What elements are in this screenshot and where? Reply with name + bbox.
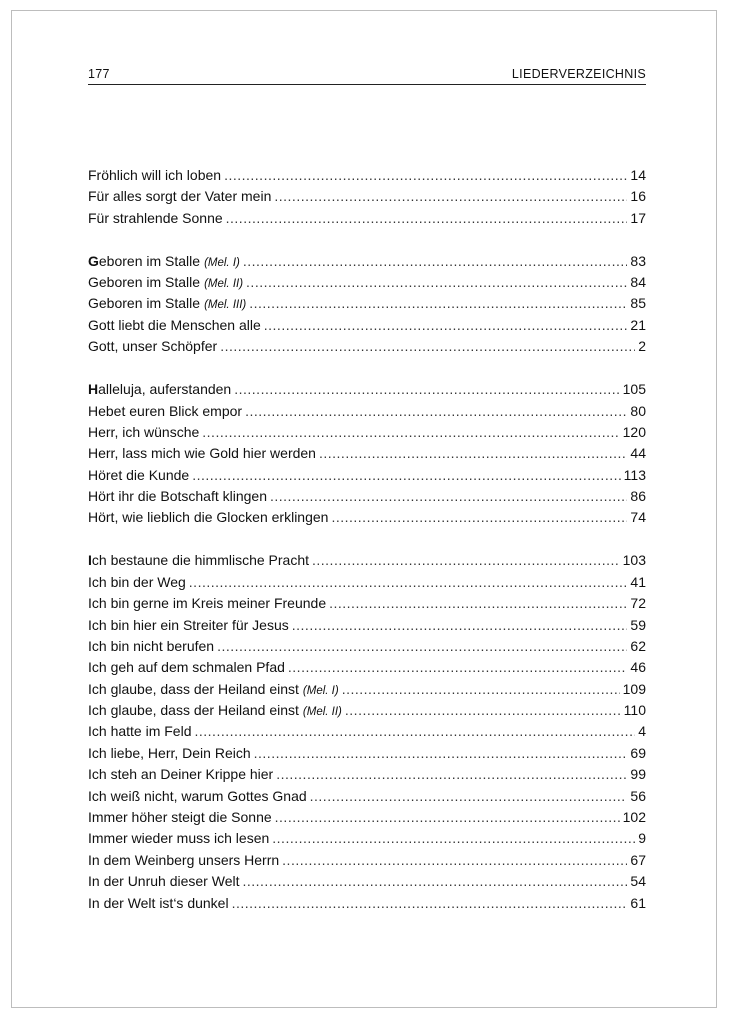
dot-leader [264,315,628,336]
song-title [88,657,285,678]
song-title [88,615,289,636]
song-title-text: Herr, ich wünsche [88,423,200,440]
song-title-text: Ich bin gerne im Kreis meiner Freunde [88,595,327,612]
dot-leader [234,379,619,400]
song-title [88,893,229,914]
dot-leader [288,657,628,678]
song-title [88,336,217,357]
dot-leader [232,893,628,914]
dot-leader [254,743,628,764]
dot-leader [312,550,620,571]
page-ref: 109 [622,680,646,697]
page-ref: 61 [630,894,646,911]
page-ref: 59 [630,616,646,633]
index-entry [88,293,646,314]
page-ref: 54 [630,873,646,890]
song-title-text: Ich weiß nicht, warum Gottes Gnad [88,787,307,804]
dot-leader [276,764,627,785]
dot-leader [217,636,627,657]
dot-leader [220,336,635,357]
page-ref: 44 [630,445,646,462]
index-entry [88,465,646,486]
page-ref: 46 [630,659,646,676]
dot-leader [202,422,619,443]
song-title [88,871,239,892]
song-title-text: Hört ihr die Botschaft klingen [88,488,267,505]
song-title [88,700,342,723]
song-title [88,165,221,186]
dot-leader [245,401,627,422]
page-ref: 56 [630,787,646,804]
song-title [88,850,279,871]
page-ref: 14 [630,167,646,183]
song-title [88,251,240,274]
dot-leader [342,679,620,700]
index-entry [88,336,646,357]
song-title-text: Gott liebt die Menschen alle [88,316,261,333]
song-title [88,443,316,464]
index-entry [88,786,646,807]
song-title [88,807,272,828]
song-title-text: alleluja, auferstanden [98,381,232,398]
song-title-text: Ich liebe, Herr, Dein Reich [88,744,251,761]
dot-leader [282,850,627,871]
song-title-text: Ich glaube, dass der Heiland einst [88,702,299,719]
song-title [88,507,328,528]
index-group [88,251,646,358]
song-title [88,743,251,764]
index-entry [88,850,646,871]
dot-leader [226,208,628,229]
song-title-text: Hört, wie lieblich die Glocken erklingen [88,509,329,526]
page-ref: 9 [638,830,646,847]
song-title-text: ch bestaune die himmlische Pracht [91,552,309,569]
dot-leader [224,165,627,186]
page-ref: 74 [630,509,646,526]
song-title [88,486,267,507]
index-entry [88,379,646,400]
dot-leader [270,486,627,507]
index-entry [88,401,646,422]
song-title [88,828,269,849]
index-entry [88,315,646,336]
song-title [88,679,339,702]
dot-leader [243,251,628,272]
song-title-text: Geboren im Stalle [88,295,201,312]
index-group [88,165,646,229]
song-title-text: Ich bin hier ein Streiter für Jesus [88,616,289,633]
page-ref: 2 [638,338,646,355]
song-title [88,465,189,486]
index-entry [88,272,646,293]
page-ref: 62 [630,637,646,654]
page-ref: 69 [630,744,646,761]
dot-leader [319,443,627,464]
index-entry [88,507,646,528]
melody-note: (Mel. II) [204,278,244,291]
index-group [88,379,646,529]
index-entry [88,807,646,828]
page-number: 177 [88,67,110,81]
melody-note: (Mel. I) [302,684,339,697]
index-entry [88,486,646,507]
index-entry [88,636,646,657]
index-entry [88,593,646,614]
page-ref: 17 [630,209,646,226]
song-title [88,786,307,807]
index-entry [88,208,646,229]
song-title-text: Hebet euren Blick empor [88,402,243,419]
dot-leader [192,465,620,486]
song-title-text: Für strahlende Sonne [88,209,223,226]
song-title-text: Fröhlich will ich loben [88,167,222,183]
song-title-text: Für alles sorgt der Vater mein [88,188,272,205]
page-ref: 120 [622,423,646,440]
dot-leader [242,871,627,892]
song-title [88,636,214,657]
song-title-text: Ich steh an Deiner Krippe hier [88,766,274,783]
index-entry [88,743,646,764]
index-entry [88,828,646,849]
index-entry [88,550,646,571]
index-entry [88,186,646,207]
song-title-text: Herr, lass mich wie Gold hier werden [88,445,316,462]
dot-leader [246,272,627,293]
page-ref: 72 [630,595,646,612]
page-ref: 4 [638,723,646,740]
song-title [88,208,223,229]
index-entry [88,700,646,721]
dot-leader [292,615,628,636]
song-title [88,764,273,785]
index-entry [88,422,646,443]
song-title-text: In der Welt ist‘s dunkel [88,894,229,911]
index-entry [88,679,646,700]
index-entry [88,251,646,272]
running-header [88,66,646,85]
song-title [88,593,326,614]
song-title [88,401,242,422]
page-ref: 41 [630,573,646,590]
index-entry [88,893,646,914]
song-title-text: Ich bin der Weg [88,573,186,590]
song-title-text: Ich bin nicht berufen [88,637,215,654]
page-ref: 105 [622,381,646,398]
song-title-text: Geboren im Stalle [88,274,201,291]
page-ref: 83 [630,252,646,269]
dot-leader [274,186,627,207]
section-title: LIEDERVERZEICHNIS [511,67,646,81]
page-ref: 67 [630,851,646,868]
page-ref: 103 [622,552,646,569]
song-title-text: Immer höher steigt die Sonne [88,809,272,826]
page-ref: 80 [630,402,646,419]
dot-leader [331,507,627,528]
song-title-text: Ich geh auf dem schmalen Pfad [88,659,285,676]
dot-leader [189,572,628,593]
melody-note: (Mel. III) [204,299,247,312]
melody-note: (Mel. I) [204,256,240,269]
index-entry [88,572,646,593]
dot-leader [345,700,621,721]
dot-leader [249,293,627,314]
song-title-text: In dem Weinberg unsers Herrn [88,851,280,868]
page-ref: 113 [623,466,646,483]
song-title-text: Ich hatte im Feld [88,723,192,740]
song-title [88,186,271,207]
index-entry [88,443,646,464]
melody-note: (Mel. II) [302,706,342,719]
song-title [88,293,246,316]
song-title [88,272,243,295]
song-title-text: Höret die Kunde [88,466,190,483]
song-title-text: Ich glaube, dass der Heiland einst [88,680,299,697]
dot-leader [329,593,627,614]
song-title-text: In der Unruh dieser Welt [88,873,240,890]
song-title-text: Immer wieder muss ich lesen [88,830,270,847]
dot-leader [272,828,635,849]
song-title [88,422,199,443]
page-ref: 85 [630,295,646,312]
index-entry [88,165,646,186]
index-entry [88,615,646,636]
song-title-text: eboren im Stalle [98,252,201,269]
initial-letter: G [88,252,99,269]
initial-letter: H [88,381,99,398]
page-ref: 99 [630,766,646,783]
initial-letter: I [88,552,92,569]
song-title [88,721,192,742]
song-title [88,315,261,336]
song-title-text: Gott, unser Schöpfer [88,338,218,355]
song-title [88,379,231,400]
song-index [88,165,646,936]
index-group [88,550,646,914]
page-ref: 102 [622,809,646,826]
song-title [88,550,309,571]
dot-leader [275,807,620,828]
index-entry [88,721,646,742]
index-entry [88,657,646,678]
page-ref: 84 [630,274,646,291]
song-title [88,572,186,593]
index-entry [88,871,646,892]
page-ref: 86 [630,488,646,505]
dot-leader [310,786,628,807]
page-ref: 16 [630,188,646,205]
index-entry [88,764,646,785]
page-ref: 21 [630,316,646,333]
dot-leader [195,721,636,742]
page-ref: 110 [623,702,646,719]
